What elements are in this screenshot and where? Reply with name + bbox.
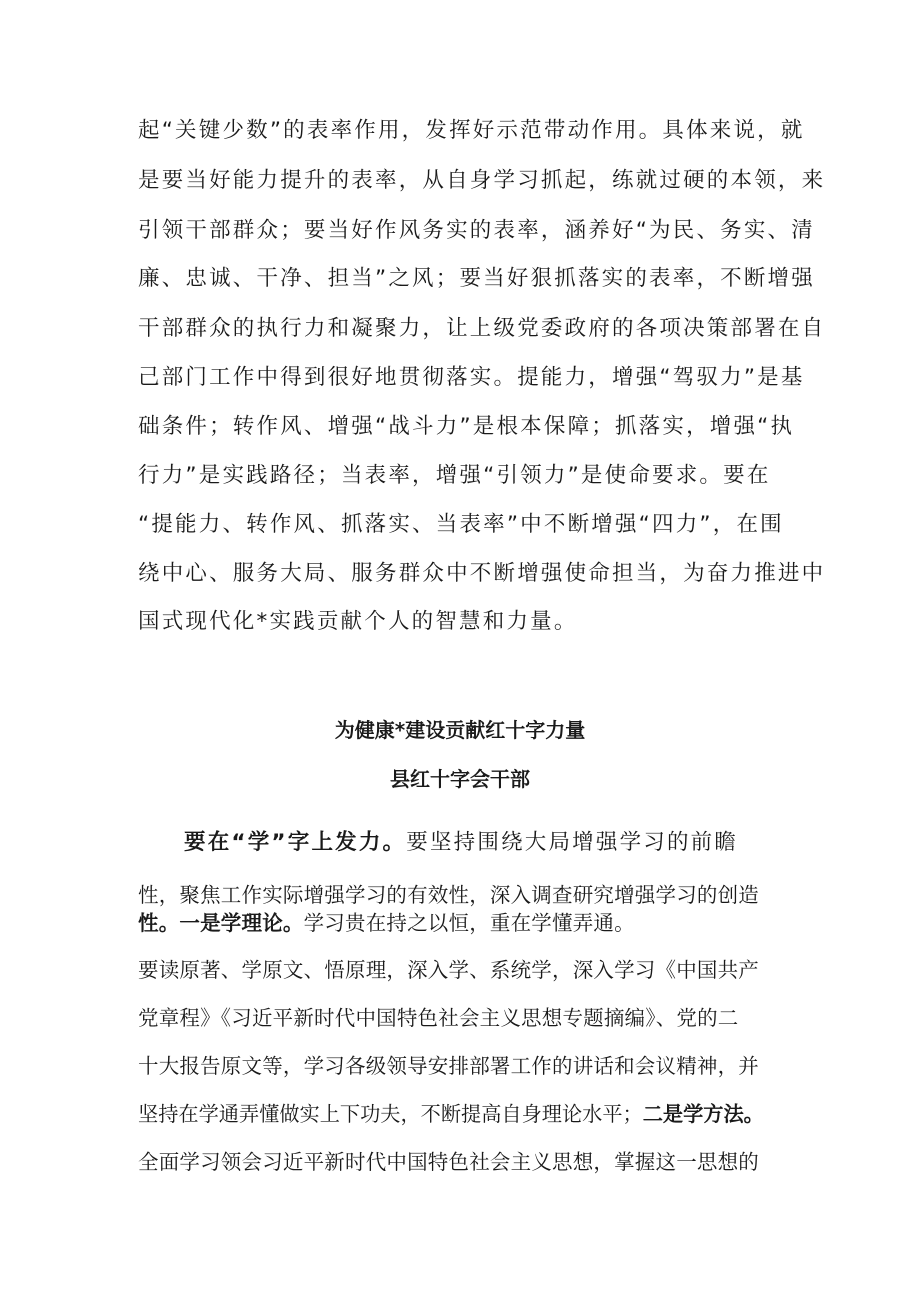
- body-text-line: 是要当好能力提升的表率，从自身学习抓起，练就过硬的本领，来: [138, 168, 826, 193]
- body-text-line: 绕中心、服务大局、服务群众中不断增强使命担当，为奋力推进中: [138, 561, 826, 586]
- body-text-line: [138, 908, 778, 938]
- body-text-line: 干部群众的执行力和凝聚力，让上级党委政府的各项决策部署在自: [138, 316, 826, 341]
- body-text-line: 国式现代化*实践贡献个人的智慧和力量。: [138, 609, 578, 634]
- point-text: 坚持在学通弄懂做实上下功夫，不断提高自身理论水平；: [138, 1102, 643, 1126]
- point-heading: 二是学方法。: [642, 1102, 764, 1126]
- section-title: 为健康*建设贡献红十字力量: [334, 718, 586, 742]
- body-text-line: 全面学习领会习近平新时代中国特色社会主义思想，掌握这一思想的: [138, 1150, 759, 1174]
- body-text-line: 党章程》《习近平新时代中国特色社会主义思想专题摘编》、党的二: [138, 1006, 739, 1030]
- body-text-line: 要读原著、学原文、悟原理，深入学、系统学，深入学习《中国共产: [138, 958, 759, 982]
- body-text-line: 己部门工作中得到很好地贯彻落实。提能力，增强“驾驭力”是基: [138, 365, 805, 390]
- body-text-line: [138, 1099, 778, 1129]
- body-text-line: “提能力、转作风、抓落实、当表率”中不断增强“四力”，在围: [138, 512, 784, 537]
- paragraph-first-line: [184, 828, 744, 858]
- body-text-line: 行力”是实践路径；当表率，增强“引领力”是使命要求。要在: [138, 463, 771, 488]
- point-heading: 性。一是学理论。: [138, 911, 304, 935]
- lead-heading: 要在“学”字上发力。: [184, 830, 407, 855]
- body-text-line: 础条件；转作风、增强“战斗力”是根本保障；抓落实，增强“执: [138, 414, 795, 439]
- point-text: 学习贵在持之以恒，重在学懂弄通。: [303, 911, 635, 935]
- section-author: 县红十字会干部: [390, 767, 530, 791]
- body-text-line: 十大报告原文等，学习各级领导安排部署工作的讲话和会议精神，并: [138, 1054, 759, 1078]
- body-text-line: 性，聚焦工作实际增强学习的有效性，深入调查研究增强学习的创造: [138, 883, 759, 907]
- lead-text: 要坚持围绕大局增强学习的前瞻: [406, 830, 739, 855]
- body-text-line: 廉、忠诚、干净、担当”之风；要当好狠抓落实的表率，不断增强: [138, 266, 815, 291]
- body-text-line: 引领干部群众；要当好作风务实的表率，涵养好“为民、务实、清: [138, 218, 815, 243]
- body-text-line: 起“关键少数”的表率作用，发挥好示范带动作用。具体来说，就: [138, 118, 805, 143]
